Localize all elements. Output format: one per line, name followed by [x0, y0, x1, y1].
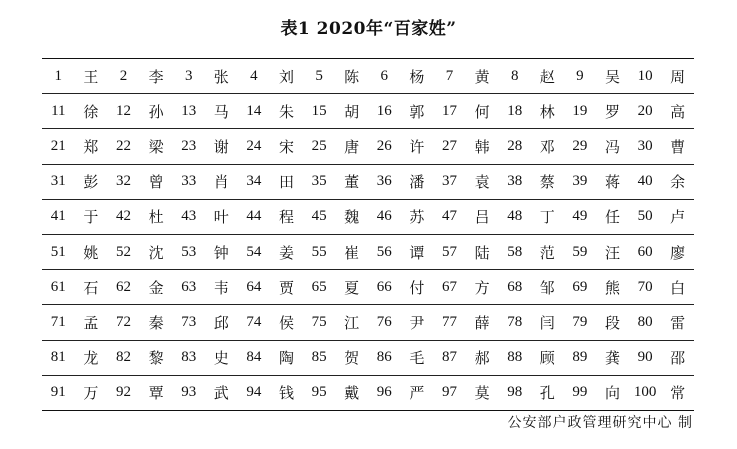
surname: 蒋	[604, 173, 620, 192]
surname: 胡	[344, 102, 360, 121]
surname: 曹	[670, 137, 686, 156]
surname: 孙	[148, 102, 164, 121]
rank-number: 58	[507, 243, 523, 260]
rank-number: 71	[50, 313, 66, 330]
rank-number: 90	[637, 349, 653, 366]
surname: 夏	[344, 278, 360, 297]
rank-number: 95	[311, 384, 327, 401]
rank-number: 75	[311, 313, 327, 330]
surname: 熊	[604, 278, 620, 297]
rank-number: 53	[181, 243, 197, 260]
rank-number: 63	[181, 278, 197, 295]
rank-number: 26	[376, 137, 392, 154]
rank-number: 5	[315, 67, 323, 84]
rank-number: 54	[246, 243, 262, 260]
rank-number: 92	[115, 384, 131, 401]
surname: 钱	[278, 384, 294, 403]
surname: 杜	[148, 208, 164, 227]
rank-number: 23	[181, 137, 197, 154]
surname: 韦	[213, 278, 229, 297]
rank-number: 1	[54, 67, 63, 84]
surname: 黄	[474, 67, 490, 86]
rank-number: 9	[576, 67, 584, 84]
surname: 赵	[539, 67, 555, 86]
surname: 侯	[278, 313, 294, 332]
rank-number: 44	[246, 208, 262, 225]
rank-number: 98	[507, 384, 523, 401]
rank-number: 34	[246, 173, 262, 190]
surname: 潘	[409, 173, 425, 192]
rank-number: 33	[181, 173, 197, 190]
surname: 郝	[474, 349, 490, 368]
surname: 梁	[148, 137, 164, 156]
surname: 袁	[474, 173, 490, 192]
surname: 姜	[278, 243, 294, 262]
rank-number: 87	[441, 349, 457, 366]
rank-number: 14	[246, 102, 262, 119]
rank-number: 39	[572, 173, 588, 190]
surname: 魏	[344, 208, 360, 227]
table-row	[42, 270, 694, 305]
table-row	[42, 341, 694, 376]
table-row	[42, 376, 694, 411]
rank-number: 69	[572, 278, 588, 295]
surname: 孟	[83, 313, 99, 332]
surname: 王	[83, 67, 99, 86]
table-row	[42, 200, 694, 235]
surname: 肖	[213, 173, 229, 192]
surname: 董	[344, 173, 360, 192]
rank-number: 17	[441, 102, 457, 119]
surname: 范	[539, 243, 555, 262]
rank-number: 38	[507, 173, 523, 190]
surname: 张	[213, 67, 229, 86]
surname: 丁	[539, 208, 555, 227]
surname: 程	[278, 208, 294, 227]
rank-number: 20	[637, 102, 653, 119]
surname: 杨	[409, 67, 425, 86]
rank-number: 81	[50, 349, 66, 366]
surname: 向	[604, 384, 620, 403]
rank-number: 13	[181, 102, 197, 119]
rank-number: 16	[376, 102, 392, 119]
surname: 唐	[344, 137, 360, 156]
surname: 余	[670, 173, 686, 192]
surname: 史	[213, 349, 229, 368]
rank-number: 28	[507, 137, 523, 154]
table-row	[42, 305, 694, 340]
rank-number: 32	[115, 173, 131, 190]
rank-number: 70	[637, 278, 653, 295]
rank-number: 12	[115, 102, 131, 119]
surname: 韩	[474, 137, 490, 156]
rank-number: 41	[50, 208, 66, 225]
surname: 吴	[604, 67, 620, 86]
surname: 金	[148, 278, 164, 297]
rank-number: 66	[376, 278, 392, 295]
surname: 邵	[670, 349, 686, 368]
rank-number: 50	[637, 208, 653, 225]
surname: 方	[474, 278, 490, 297]
surname: 钟	[213, 243, 229, 262]
rank-number: 27	[441, 137, 457, 154]
rank-number: 43	[181, 208, 197, 225]
rank-number: 85	[311, 349, 327, 366]
rank-number: 52	[115, 243, 131, 260]
surname: 冯	[604, 137, 620, 156]
surname: 毛	[409, 349, 425, 368]
rank-number: 37	[441, 173, 457, 190]
rank-number: 73	[181, 313, 197, 330]
surname: 覃	[148, 384, 164, 403]
rank-number: 68	[507, 278, 523, 295]
rank-number: 47	[441, 208, 457, 225]
rank-number: 57	[441, 243, 457, 260]
rank-number: 11	[51, 102, 66, 119]
surname: 彭	[83, 173, 99, 192]
table-row	[42, 58, 694, 94]
surname: 卢	[670, 208, 686, 227]
surname: 武	[213, 384, 229, 403]
rank-number: 79	[572, 313, 588, 330]
rank-number: 97	[441, 384, 457, 401]
surname: 罗	[604, 102, 620, 121]
rank-number: 74	[246, 313, 262, 330]
rank-number: 48	[507, 208, 523, 225]
surname: 李	[148, 67, 164, 86]
rank-number: 35	[311, 173, 327, 190]
surname: 闫	[539, 313, 555, 332]
surname: 邓	[539, 137, 555, 156]
rank-number: 60	[637, 243, 653, 260]
surname: 莫	[474, 384, 490, 403]
rank-number: 7	[445, 67, 454, 84]
rank-number: 93	[181, 384, 197, 401]
surname: 谢	[213, 137, 229, 156]
rank-number: 30	[637, 137, 653, 154]
surname: 顾	[539, 349, 555, 368]
surname: 常	[670, 384, 686, 403]
rank-number: 25	[311, 137, 327, 154]
surname: 吕	[474, 208, 490, 227]
surname: 邹	[539, 278, 555, 297]
rank-number: 67	[441, 278, 457, 295]
surname: 朱	[278, 102, 294, 121]
rank-number: 64	[246, 278, 262, 295]
table-row	[42, 165, 694, 200]
rank-number: 65	[311, 278, 327, 295]
rank-number: 72	[115, 313, 131, 330]
surname: 谭	[409, 243, 425, 262]
surname: 许	[409, 137, 425, 156]
rank-number: 61	[50, 278, 66, 295]
rank-number: 94	[246, 384, 262, 401]
surname: 付	[409, 278, 425, 297]
surname: 于	[83, 208, 99, 227]
rank-number: 55	[311, 243, 327, 260]
rank-number: 2	[119, 67, 128, 84]
surname: 万	[83, 384, 99, 403]
surname: 戴	[344, 384, 360, 403]
surname: 尹	[409, 313, 425, 332]
surname: 严	[409, 384, 425, 403]
surname: 郑	[83, 137, 99, 156]
rank-number: 76	[376, 313, 392, 330]
rank-number: 36	[376, 173, 392, 190]
surname: 陆	[474, 243, 490, 262]
table-title: 表1 2020年“百家姓”	[280, 19, 457, 39]
surname: 白	[670, 278, 686, 297]
surname: 徐	[83, 102, 99, 121]
table-row	[42, 129, 694, 164]
rank-number: 84	[246, 349, 262, 366]
surname: 任	[604, 208, 620, 227]
rank-number: 46	[376, 208, 392, 225]
rank-number: 4	[250, 67, 258, 84]
rank-number: 6	[380, 67, 389, 84]
surname: 崔	[344, 243, 360, 262]
surname: 贺	[344, 349, 360, 368]
rank-number: 22	[115, 137, 131, 154]
surname: 汪	[604, 243, 620, 262]
surname: 段	[604, 313, 620, 332]
surname: 蔡	[539, 173, 555, 192]
rank-number: 59	[572, 243, 588, 260]
rank-number: 51	[50, 243, 66, 260]
surname-table	[42, 58, 694, 411]
rank-number: 8	[510, 67, 519, 84]
rank-number: 56	[376, 243, 392, 260]
table-row	[42, 94, 694, 129]
surname: 周	[670, 67, 686, 86]
rank-number: 96	[376, 384, 392, 401]
surname: 沈	[148, 243, 164, 262]
rank-number: 3	[184, 67, 193, 84]
surname: 宋	[278, 137, 294, 156]
rank-number: 31	[50, 173, 66, 190]
rank-number: 49	[572, 208, 588, 225]
rank-number: 99	[572, 384, 588, 401]
rank-number: 24	[246, 137, 262, 154]
surname: 秦	[148, 313, 164, 332]
rank-number: 89	[572, 349, 588, 366]
surname: 姚	[83, 243, 99, 262]
surname: 田	[278, 173, 294, 192]
surname: 林	[539, 102, 555, 121]
surname: 邱	[213, 313, 229, 332]
rank-number: 78	[507, 313, 523, 330]
surname: 孔	[539, 384, 555, 403]
surname: 叶	[213, 208, 229, 227]
rank-number: 80	[637, 313, 653, 330]
surname: 龙	[83, 349, 99, 368]
surname: 薛	[474, 313, 490, 332]
surname: 陈	[344, 67, 360, 86]
rank-number: 100	[633, 384, 657, 401]
surname: 江	[344, 313, 360, 332]
rank-number: 62	[115, 278, 131, 295]
surname: 高	[670, 102, 686, 121]
rank-number: 91	[50, 384, 66, 401]
rank-number: 82	[115, 349, 131, 366]
rank-number: 42	[115, 208, 131, 225]
surname: 何	[474, 102, 490, 121]
table-row	[42, 235, 694, 270]
rank-number: 88	[507, 349, 523, 366]
rank-number: 29	[572, 137, 588, 154]
rank-number: 19	[572, 102, 588, 119]
surname: 石	[83, 278, 99, 297]
surname: 贾	[278, 278, 294, 297]
surname: 廖	[670, 243, 686, 262]
rank-number: 83	[181, 349, 197, 366]
surname: 曾	[148, 173, 164, 192]
surname: 龚	[604, 349, 620, 368]
surname: 郭	[409, 102, 425, 121]
rank-number: 21	[50, 137, 66, 154]
surname: 黎	[148, 349, 164, 368]
rank-number: 10	[637, 67, 653, 84]
source-note: 公安部户政管理研究中心 制	[507, 415, 693, 431]
surname: 雷	[670, 313, 686, 332]
rank-number: 40	[637, 173, 653, 190]
surname: 马	[213, 102, 229, 121]
surname: 陶	[278, 349, 294, 368]
rank-number: 45	[311, 208, 327, 225]
surname: 苏	[409, 208, 425, 227]
rank-number: 18	[507, 102, 523, 119]
surname: 刘	[278, 67, 294, 86]
rank-number: 15	[311, 102, 327, 119]
rank-number: 86	[376, 349, 392, 366]
rank-number: 77	[441, 313, 457, 330]
